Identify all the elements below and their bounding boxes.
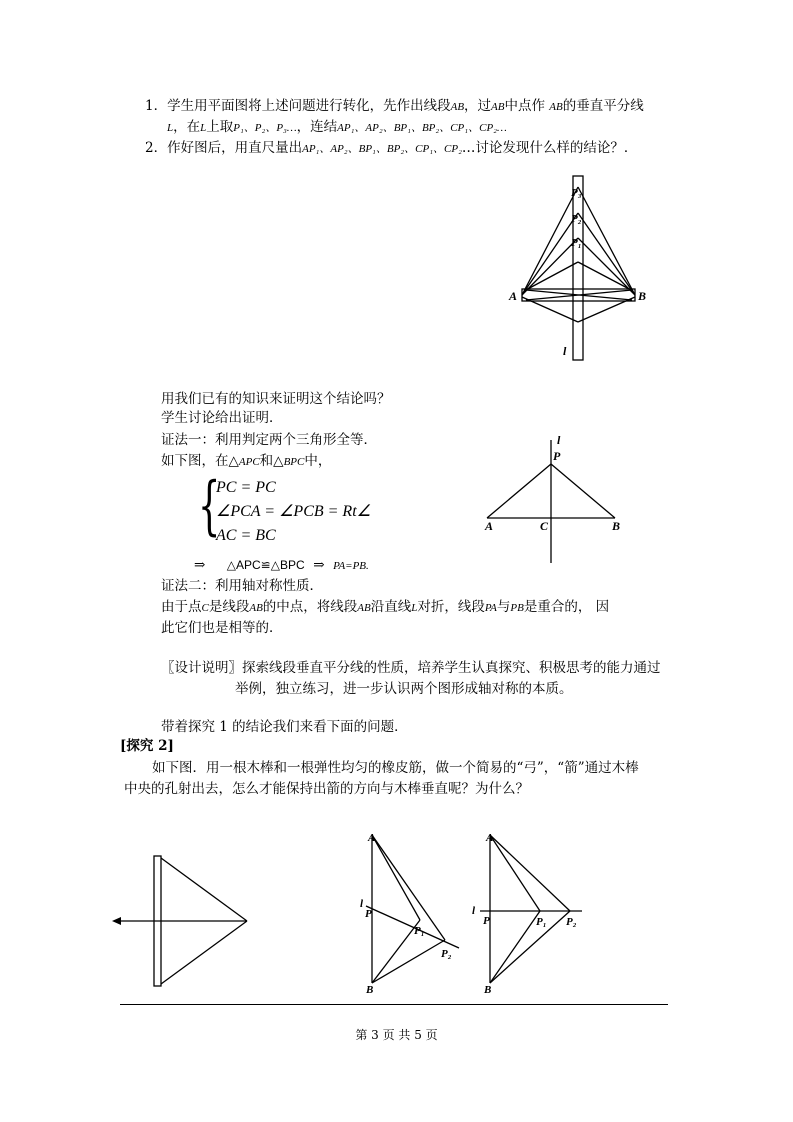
fig5-label-l: l: [472, 905, 476, 917]
line-l: L: [411, 602, 418, 614]
point-c: C: [201, 602, 209, 614]
step-1-text-a: 学生用平面图将上述问题进行转化，先作出线段: [167, 98, 451, 114]
m2-text-e: 沿直线: [370, 599, 412, 615]
m2-text-h: 是重合的， 因: [523, 599, 610, 615]
fig1-label-a: A: [509, 289, 518, 303]
fig1-label-p3: P₃: [571, 187, 582, 199]
fig5-label-p1: P₁: [536, 916, 547, 928]
proof-discussion: 学生讨论给出证明．: [161, 410, 283, 426]
step-2-number: 2．: [145, 140, 168, 156]
step-2-text-a: 作好图后，用直尺量出: [167, 140, 303, 156]
fig1-label-b: B: [638, 289, 647, 303]
fig2-label-c: C: [540, 519, 549, 533]
fig4-label-l: l: [360, 898, 364, 910]
fig1-label-p1: P₁: [571, 237, 582, 249]
fig4-label-b: B: [366, 984, 374, 996]
intro-text-c: 中，: [304, 453, 332, 469]
step-1-text-g: ，连结: [296, 119, 338, 135]
fig2-label-a: A: [485, 519, 494, 533]
equation-3: AC = BC: [216, 527, 276, 544]
explore-2-line-1: 如下图．用一根木棒和一根弹性均匀的橡皮筋，做一个简易的“弓”，“箭”通过木棒: [152, 760, 639, 776]
intro-text-b: 和△: [259, 453, 284, 469]
equation-2: ∠PCA = ∠PCB = Rt∠: [216, 503, 371, 520]
step-1-text-b: ，过: [464, 98, 492, 114]
fig4-label-p1: P₁: [414, 925, 425, 937]
m2-text-g: 与: [496, 599, 511, 615]
segment-pb: PB: [510, 602, 524, 614]
proof-question: 用我们已有的知识来证明这个结论吗？: [161, 391, 391, 407]
implies-arrow: ⇒: [313, 557, 325, 573]
fig4-label-p2: P₂: [441, 948, 452, 960]
segment-ab: AB: [450, 101, 465, 113]
fig2-label-p: P: [553, 449, 561, 463]
segment-ab: AB: [549, 101, 563, 113]
fig1-label-p2: P₂: [571, 213, 582, 225]
system-brace: {: [198, 469, 221, 543]
m2-text-d: 的中点，将线段: [262, 599, 358, 615]
segments-list: AP₁、AP₂、BP₁、BP₂、CP₁、CP₂…: [337, 122, 507, 134]
segment-pa: PA: [484, 602, 497, 614]
line-l: L: [200, 122, 207, 134]
page-number: 第 3 页 共 5 页: [355, 1028, 438, 1042]
segment-ab: AB: [491, 101, 505, 113]
step-1-text-f: 上取: [206, 119, 234, 135]
fig2-label-l: l: [557, 433, 561, 447]
equality-result: PA=PB.: [333, 560, 369, 572]
points-list: P₁、P₂、P₃…: [233, 122, 297, 134]
explore-2-line-2: 中央的孔射出去，怎么才能保持出箭的方向与木棒垂直呢？为什么？: [124, 781, 529, 797]
congruence-statement: △APC≌△BPC: [226, 558, 305, 572]
m2-text-a: 由于点: [161, 599, 202, 615]
fig4-label-p: P: [365, 908, 372, 920]
proof-method-2-line-2: 此它们也是相等的．: [161, 620, 283, 636]
fig1-label-l: l: [563, 344, 567, 358]
fig2-label-b: B: [612, 519, 621, 533]
step-2-text-b: …讨论发现什么样的结论？．: [461, 140, 638, 156]
implies-arrow: ⇒: [194, 557, 206, 573]
intro-text-a: 如下图，在△: [161, 453, 239, 469]
proof-method-1: 证法一：利用判定两个三角形全等．: [161, 432, 377, 448]
step-1-text-e: ，在: [173, 119, 201, 135]
fig5-label-p2: P₂: [566, 916, 577, 928]
m2-text-f: 对折，线段: [417, 599, 485, 615]
step-1-number: 1．: [145, 98, 168, 114]
step-1-text-c: 中点作: [504, 98, 545, 114]
line-l: L: [167, 122, 174, 134]
explore-2-title: [探究 2]: [120, 738, 174, 754]
footer-rule: [120, 1004, 668, 1005]
fig5-label-p: P: [483, 915, 490, 927]
step-1-text-d: 的垂直平分线: [562, 98, 644, 114]
fig4-label-a: A: [368, 832, 376, 844]
segment-ab: AB: [249, 602, 263, 614]
fig5-label-b: B: [484, 984, 492, 996]
design-note-line-2: 举例，独立练习，进一步认识两个图形成轴对称的本质。: [235, 681, 573, 697]
proof-method-2: 证法二：利用轴对称性质．: [161, 578, 323, 594]
segment-ab: AB: [357, 602, 371, 614]
design-note-line-1: 〖设计说明〗探索线段垂直平分线的性质，培养学生认真探究、积极思考的能力通过: [161, 660, 661, 676]
fig5-label-a: A: [486, 832, 494, 844]
equation-1: PC = PC: [216, 479, 276, 496]
triangle-apc-label: APC: [238, 456, 260, 468]
triangle-bpc-label: BPC: [283, 456, 305, 468]
m2-text-b: 是线段: [208, 599, 250, 615]
explore-lead: 带着探究 1 的结论我们来看下面的问题．: [161, 719, 408, 735]
segments-list: AP₁、AP₂、BP₁、BP₂、CP₁、CP₂: [302, 143, 462, 155]
